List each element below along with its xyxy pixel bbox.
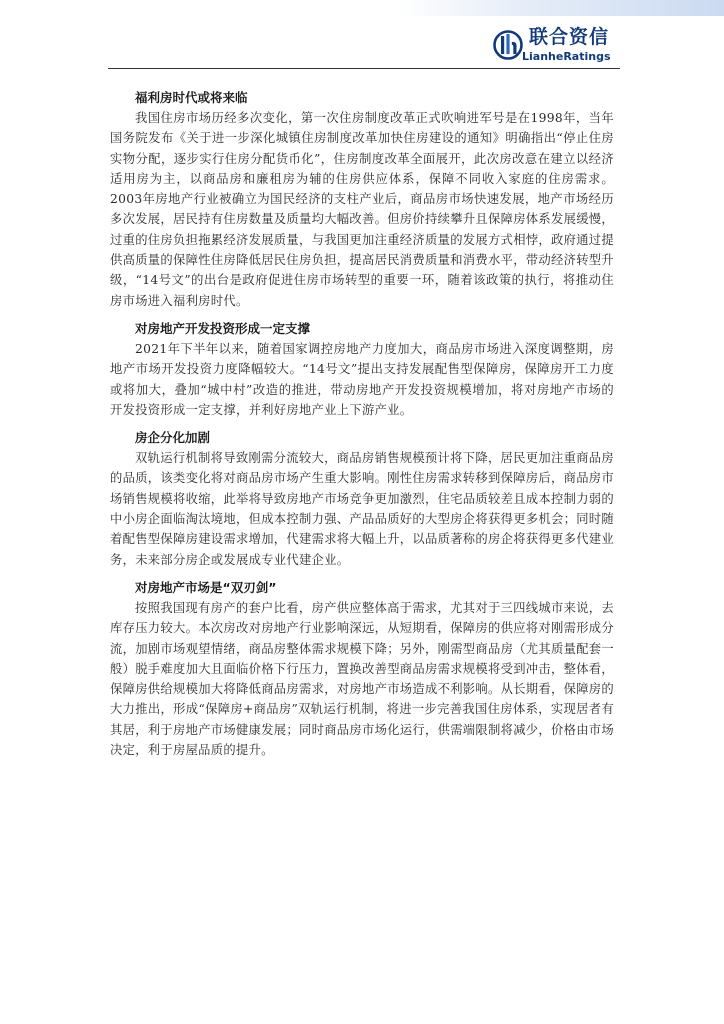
section-heading: 房企分化加剧 <box>135 430 211 446</box>
lianhe-logo-icon <box>493 28 523 62</box>
document-body <box>110 88 614 768</box>
section-paragraph: 双轨运行机制将导致刚需分流较大，商品房销售规模预计将下降，居民更加注重商品房的品质，该类变化将对商品房市场产生重大影响。刚性住房需求转移到保障房后，商品房市场销售规模将收缩，此举将导致房地产市场竞争更加激烈，住宅品质较差且成本控制力弱的中小房企面临淘汰境地，但成本控制力强、产品品质好的大型房企将获得更多机会；同时随着配售型保障房建设需求增加，代建需求将大幅上升，以品质著称的房企将获得更多代建业务，未来部分房企或发展成专业代建企业。 <box>110 451 614 567</box>
section-paragraph: 2021年下半年以来，随着国家调控房地产力度加大，商品房市场进入深度调整期，房地产市场开发投资力度降幅较大。“14号文”提出支持发展配售型保障房，保障房开工力度或将加大，叠加“城中村”改造的推进，带动房地产开发投资规模增加，将对房地产市场的开发投资形成一定支撑，并利好房地产业上下游产业。 <box>110 341 614 417</box>
section-heading: 对房地产开发投资形成一定支撑 <box>135 320 311 336</box>
section-heading: 对房地产市场是“双刃剑” <box>135 579 277 595</box>
logo-english-name: LianheRatings <box>522 50 611 63</box>
header-gradient-band <box>0 0 724 16</box>
logo-chinese-name: 联合资信 <box>529 26 610 48</box>
lianhe-ratings-logo <box>493 28 623 64</box>
section-heading: 福利房时代或将来临 <box>135 90 248 105</box>
header-divider <box>108 68 620 69</box>
section-paragraph: 按照我国现有房产的套户比看，房产供应整体高于需求，尤其对于三四线城市来说，去库存压力较大。本次房改对房地产行业影响深远，从短期看，保障房的供应将对刚需形成分流，加剧市场观望情绪，商品房整体需求规模下降；另外，刚需型商品房（尤其质量配套一般）脱手难度加大且面临价格下行压力，置换改善型商品房需求规模将受到冲击，整体看，保障房供给规模加大将降低商品房需求，对房地产市场造成不利影响。从长期看，保障房的大力推出，形成“保障房+商品房”双轨运行机制，将进一步完善我国住房体系，实现居者有其居，利于房地产市场健康发展；同时商品房市场化运行，供需端限制将减少，价格由市场决定，利于房屋品质的提升。 <box>110 600 614 758</box>
section-paragraph: 我国住房市场历经多次变化，第一次住房制度改革正式吹响进军号是在1998年，当年国务院发布《关于进一步深化城镇住房制度改革加快住房建设的通知》明确指出“停止住房实物分配，逐步实行住房分配货币化”，住房制度改革全面展开，此次房改意在建立以经济适用房为主，以商品房和廉租房为辅的住房供应体系，保障不同收入家庭的住房需求。2003年房地产行业被确立为国民经济的支柱产业后，商品房市场快速发展，地产市场经历多次发展，居民持有住房数量及质量均大幅改善。但房价持续攀升且保障房体系发展缓慢，过重的住房负担拖累经济发展质量，与我国更加注重经济质量的发展方式相悖，政府通过提供高质量的保障性住房降低居民住房负担，提高居民消费质量和消费水平，带动经济转型升级，“14号文”的出台是政府促进住房市场转型的重要一环，随着该政策的执行，将推动住房市场进入福利房时代。 <box>110 111 614 308</box>
